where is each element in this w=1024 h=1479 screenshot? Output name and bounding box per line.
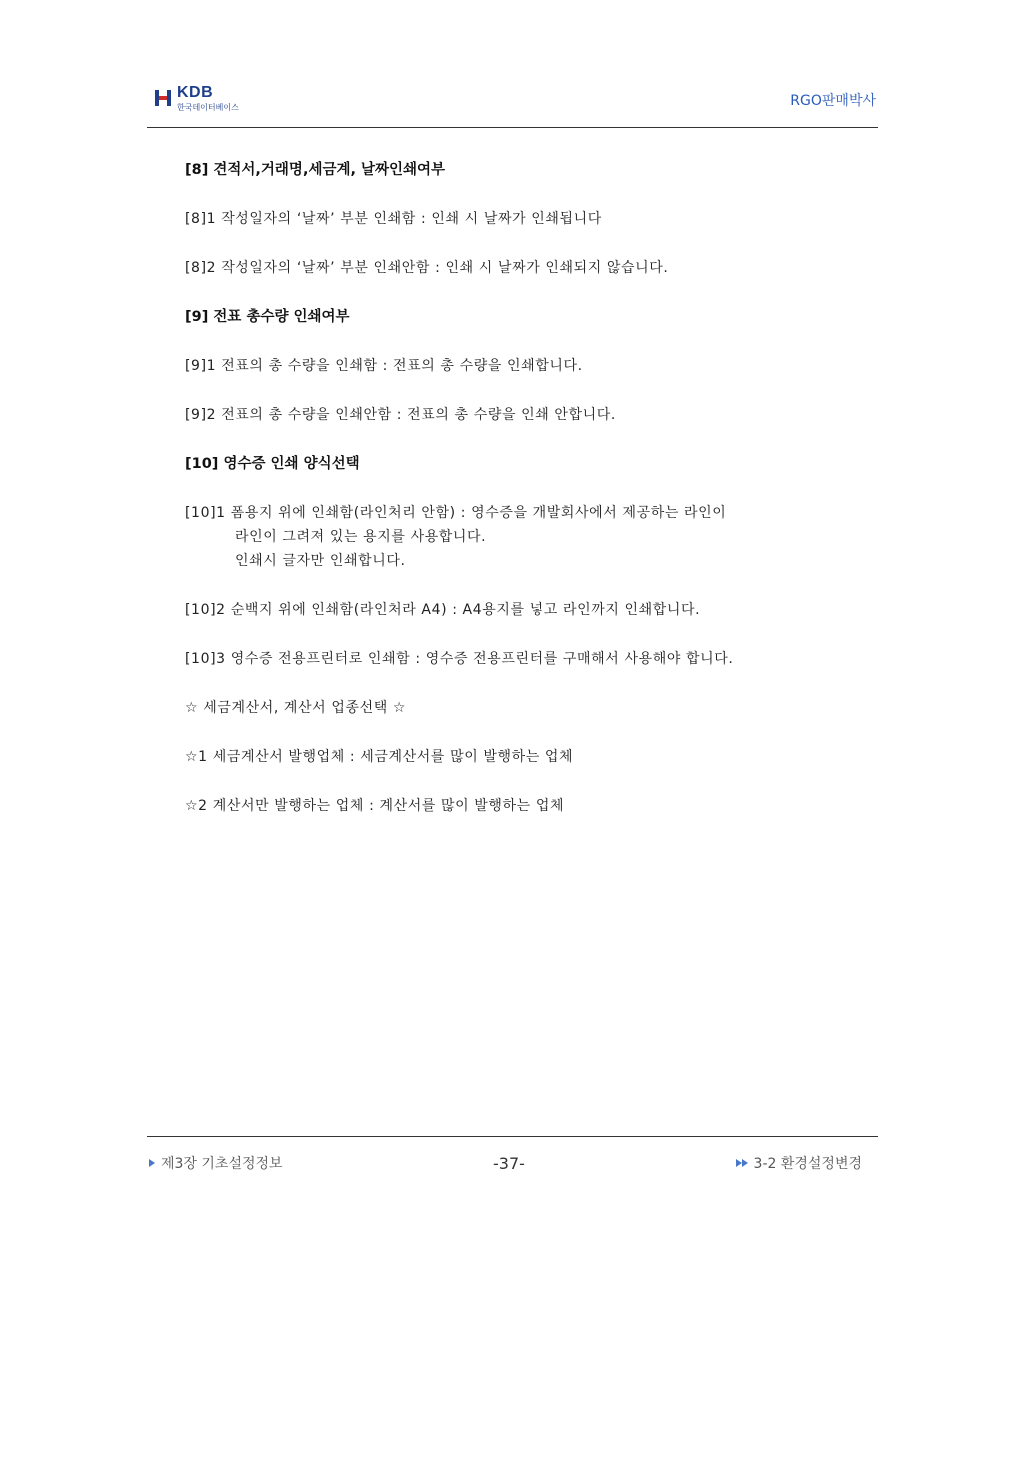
page-header <box>147 84 878 128</box>
paragraph <box>185 794 845 818</box>
section-heading: [10] 영수증 인쇄 양식선택 <box>185 456 360 472</box>
paragraph-line: [8]2 작성일자의 ‘날짜’ 부분 인쇄안함 : 인쇄 시 날짜가 인쇄되지 않습니다. <box>185 260 669 276</box>
paragraph-line: [9]2 전표의 총 수량을 인쇄안함 : 전표의 총 수량을 인쇄 안합니다. <box>185 407 616 423</box>
footer-chapter-label: 제3장 기초설정정보 <box>161 1156 283 1172</box>
paragraph-continuation-line: 라인이 그려져 있는 용지를 사용합니다. <box>235 529 487 545</box>
paragraph-line: ☆2 계산서만 발행하는 업체 : 계산서를 많이 발행하는 업체 <box>185 798 565 814</box>
document-body <box>185 158 845 843</box>
paragraph-line: ☆ 세금계산서, 계산서 업종선택 ☆ <box>185 700 407 716</box>
paragraph <box>185 403 845 427</box>
paragraph <box>185 256 845 280</box>
paragraph <box>185 598 845 622</box>
kdb-logo-icon <box>155 90 171 106</box>
paragraph-line: [10]1 폼용지 위에 인쇄함(라인처리 안함) : 영수증을 개발회사에서 제공하는 라인이 <box>185 505 727 521</box>
paragraph-line: ☆1 세금계산서 발행업체 : 세금계산서를 많이 발행하는 업체 <box>185 749 574 765</box>
section-heading: [8] 견적서,거래명,세금계, 날짜인쇄여부 <box>185 162 446 178</box>
paragraph <box>185 501 845 573</box>
paragraph-line: [9]1 전표의 총 수량을 인쇄함 : 전표의 총 수량을 인쇄합니다. <box>185 358 583 374</box>
section-heading: [9] 전표 총수량 인쇄여부 <box>185 309 350 325</box>
paragraph <box>185 696 845 720</box>
footer-section-label: 3-2 환경설정변경 <box>753 1156 862 1172</box>
triangle-right-icon <box>149 1159 155 1167</box>
footer-chapter <box>149 1153 283 1173</box>
paragraph <box>185 647 845 671</box>
brand-name: RGO판매박사 <box>790 93 876 109</box>
logo-subtext: 한국데이터베이스 <box>177 103 239 112</box>
logo-text: KDB <box>177 84 214 101</box>
page-footer <box>147 1136 878 1177</box>
page-number: -37- <box>493 1154 525 1173</box>
paragraph-line: [10]3 영수증 전용프린터로 인쇄함 : 영수증 전용프린터를 구매해서 사용해야 합니다. <box>185 651 734 667</box>
paragraph-continuation-line: 인쇄시 글자만 인쇄합니다. <box>235 553 406 569</box>
paragraph <box>185 354 845 378</box>
paragraph-line: [8]1 작성일자의 ‘날짜’ 부분 인쇄함 : 인쇄 시 날짜가 인쇄됩니다 <box>185 211 602 227</box>
double-triangle-right-icon-2 <box>742 1159 748 1167</box>
paragraph-line: [10]2 순백지 위에 인쇄함(라인처라 A4) : A4용지를 넣고 라인까지 인쇄합니다. <box>185 602 701 618</box>
paragraph <box>185 745 845 769</box>
footer-section <box>736 1153 862 1173</box>
paragraph <box>185 207 845 231</box>
